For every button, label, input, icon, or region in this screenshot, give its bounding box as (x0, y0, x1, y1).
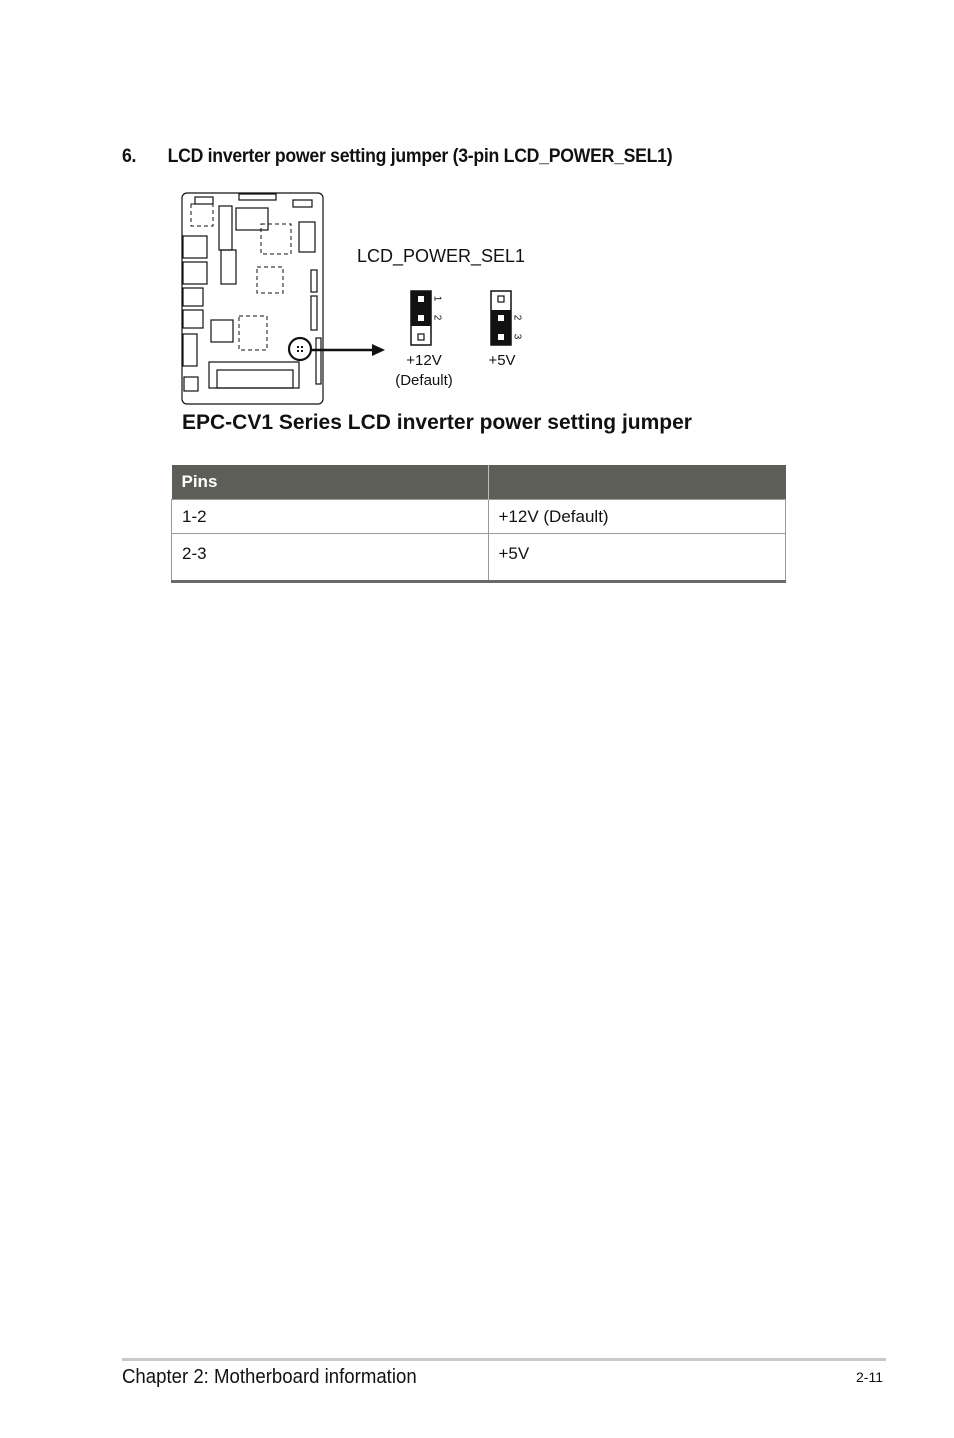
section-number: 6. (122, 146, 137, 167)
label-5v: +5V (488, 352, 516, 369)
table-cell-setting: +5V (488, 534, 786, 582)
table-cell-pins: 2-3 (172, 534, 489, 582)
pin-label-12v-1: 1 (431, 295, 443, 302)
label-12v (384, 351, 464, 391)
label-12v-value: +12V (406, 352, 442, 369)
section-heading (122, 146, 672, 168)
pointer-arrow (312, 342, 386, 358)
motherboard-diagram (181, 192, 326, 408)
table-cell-pins: 1-2 (172, 500, 489, 534)
table-cell-setting: +12V (Default) (488, 500, 786, 534)
table-row (172, 500, 786, 534)
jumper-12v-diagram (410, 290, 432, 346)
pin-label-12v-2: 2 (431, 314, 443, 321)
footer-chapter: Chapter 2: Motherboard information (122, 1366, 417, 1388)
table-header-row (172, 465, 786, 500)
jumper-settings-table (171, 465, 786, 583)
jumper-5v-diagram (490, 290, 512, 346)
pin-label-5v-2: 2 (511, 314, 523, 321)
table-header-setting (488, 465, 786, 500)
label-12v-default: (Default) (395, 372, 453, 389)
footer-divider (122, 1358, 886, 1361)
table-row (172, 534, 786, 582)
diagram-caption: EPC-CV1 Series LCD inverter power setting jumper (182, 411, 692, 434)
table-header-pins: Pins (172, 465, 489, 500)
pin-label-5v-3: 3 (511, 333, 523, 340)
footer-page-number: 2-11 (856, 1369, 883, 1385)
jumper-name: LCD_POWER_SEL1 (357, 246, 526, 266)
section-title: LCD inverter power setting jumper (3-pin LCD_POWER_SEL1) (167, 146, 673, 167)
